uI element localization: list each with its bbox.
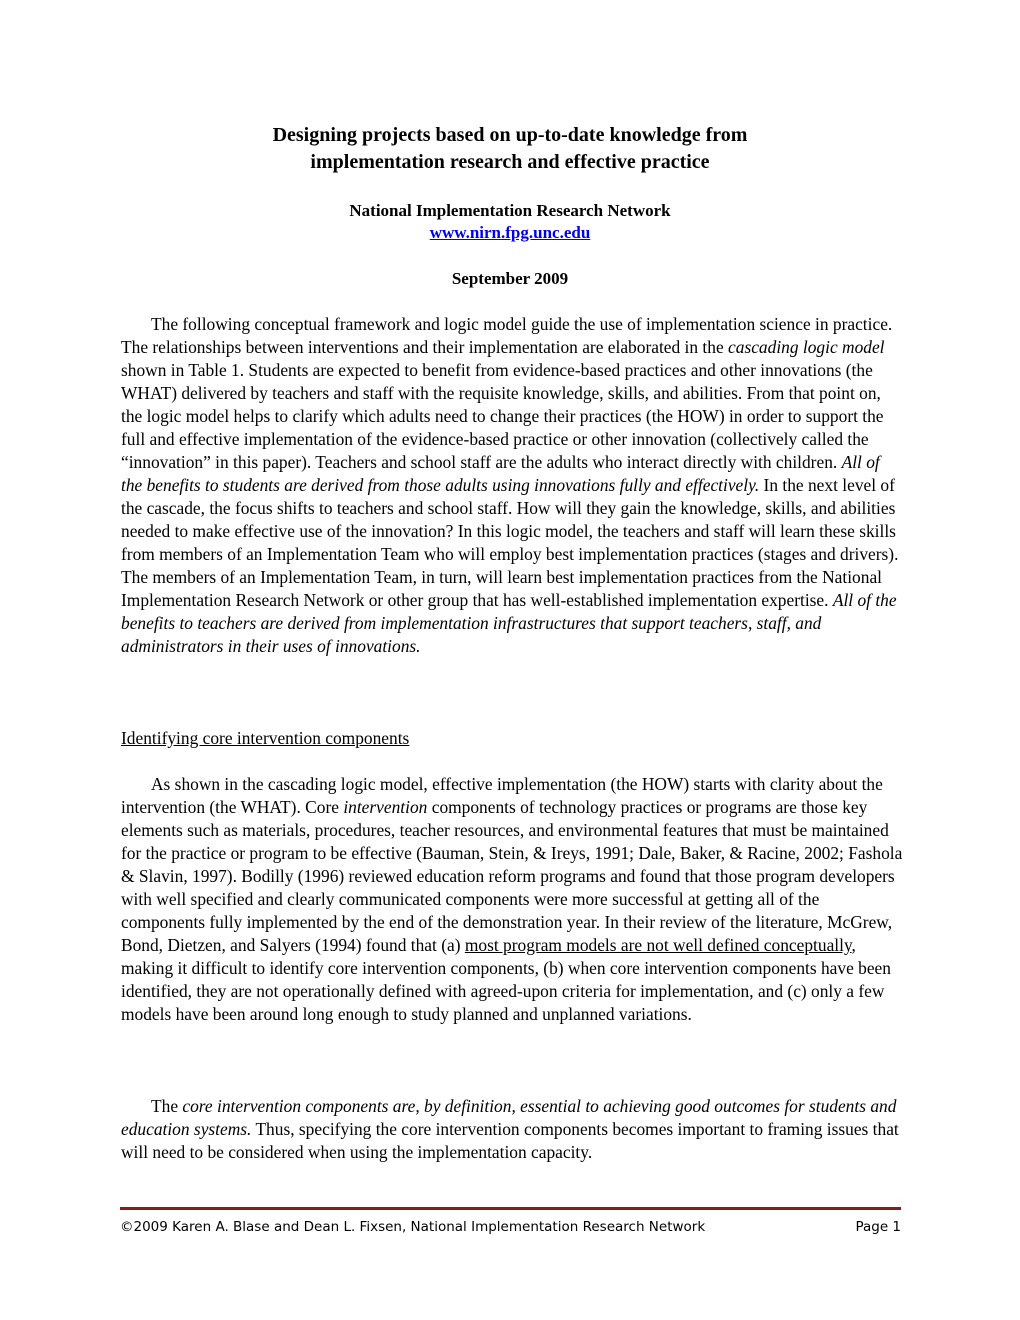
section-heading: Identifying core intervention components bbox=[121, 728, 410, 748]
intro-paragraph bbox=[121, 313, 903, 658]
components-text-3: , making it difficult to identify core intervention components, (b) when core intervention components have been identified, they are not operationally defined with agreed-upon criteria for implementation, and (c) only a few models have been around long enough to study planned and unplanned variations. bbox=[121, 935, 891, 1024]
organization-url-link[interactable]: www.nirn.fpg.unc.edu bbox=[429, 223, 591, 242]
document-date: September 2009 bbox=[451, 269, 569, 288]
components-paragraph bbox=[121, 773, 903, 1026]
intro-text-1: The following conceptual framework and logic model guide the use of implementation science in practice. The relationships between interventions and their implementation are elaborated in the bbox=[121, 314, 893, 357]
components-underlined: most program models are not well defined conceptually bbox=[464, 935, 852, 955]
components-text-1: As shown in the cascading logic model, effective implementation (the HOW) starts with clarity about the intervention (the WHAT). Core bbox=[121, 774, 883, 817]
page-footer bbox=[120, 1217, 901, 1237]
core-components-paragraph bbox=[121, 1095, 903, 1164]
intro-italic-2: All of the benefits to students are derived from those adults using innovations fully and effectively. bbox=[121, 452, 880, 495]
core-italic-1: core intervention components are, by definition, essential to achieving good outcomes for students and education systems. bbox=[121, 1096, 897, 1139]
document-title bbox=[120, 122, 900, 176]
intro-italic-1: cascading logic model bbox=[728, 337, 885, 357]
organization-name: National Implementation Research Network bbox=[349, 201, 671, 220]
intro-italic-3: All of the benefits to teachers are derived from implementation infrastructures that support teachers, staff, and administrators in their uses of innovations. bbox=[121, 590, 897, 656]
intro-text-3: In the next level of the cascade, the focus shifts to teachers and school staff. How will they gain the knowledge, skills, and abilities needed to make effective use of the innovation? In this logic model, the teachers and staff will learn these skills from members of an Implementation Team who will employ best implementation practices (stages and drivers). The members of an Implementation Team, in turn, will learn best implementation practices from the National Implementation Research Network or other group that has well-established implementation expertise. bbox=[121, 475, 899, 610]
title-line-1: Designing projects based on up-to-date knowledge from bbox=[272, 124, 748, 146]
intro-text-2: shown in Table 1. Students are expected to benefit from evidence-based practices and other innovations (the WHAT) delivered by teachers and staff with the requisite knowledge, skills, and abilities. From that point on, the logic model helps to clarify which adults need to change their practices (the HOW) in order to support the full and effective implementation of the evidence-based practice or other innovation (collectively called the “innovation” in this paper). Teachers and school staff are the adults who interact directly with children. bbox=[121, 360, 884, 472]
core-text-1: The bbox=[151, 1096, 183, 1116]
footer-copyright: ©2009 Karen A. Blase and Dean L. Fixsen, National Implementation Research Network bbox=[120, 1219, 706, 1235]
core-text-2: Thus, specifying the core intervention components becomes important to framing issues that will need to be considered when using the implementation capacity. bbox=[121, 1119, 899, 1162]
title-line-2: implementation research and effective practice bbox=[310, 151, 710, 173]
footer-page-number: Page 1 bbox=[855, 1219, 901, 1235]
components-text-2: components of technology practices or programs are those key elements such as materials, procedures, teacher resources, and environmental features that must be maintained for the practice or program to be effective (Bauman, Stein, & Ireys, 1991; Dale, Baker, & Racine, 2002; Fashola & Slavin, 1997). Bodilly (1996) reviewed education reform programs and found that those program developers with well specified and clearly communicated components were more successful at getting all of the components fully implemented by the end of the demonstration year. In their review of the literature, McGrew, Bond, Dietzen, and Salyers (1994) found that (a) bbox=[121, 797, 903, 955]
footer-divider bbox=[120, 1207, 901, 1210]
components-italic-1: intervention bbox=[343, 797, 428, 817]
